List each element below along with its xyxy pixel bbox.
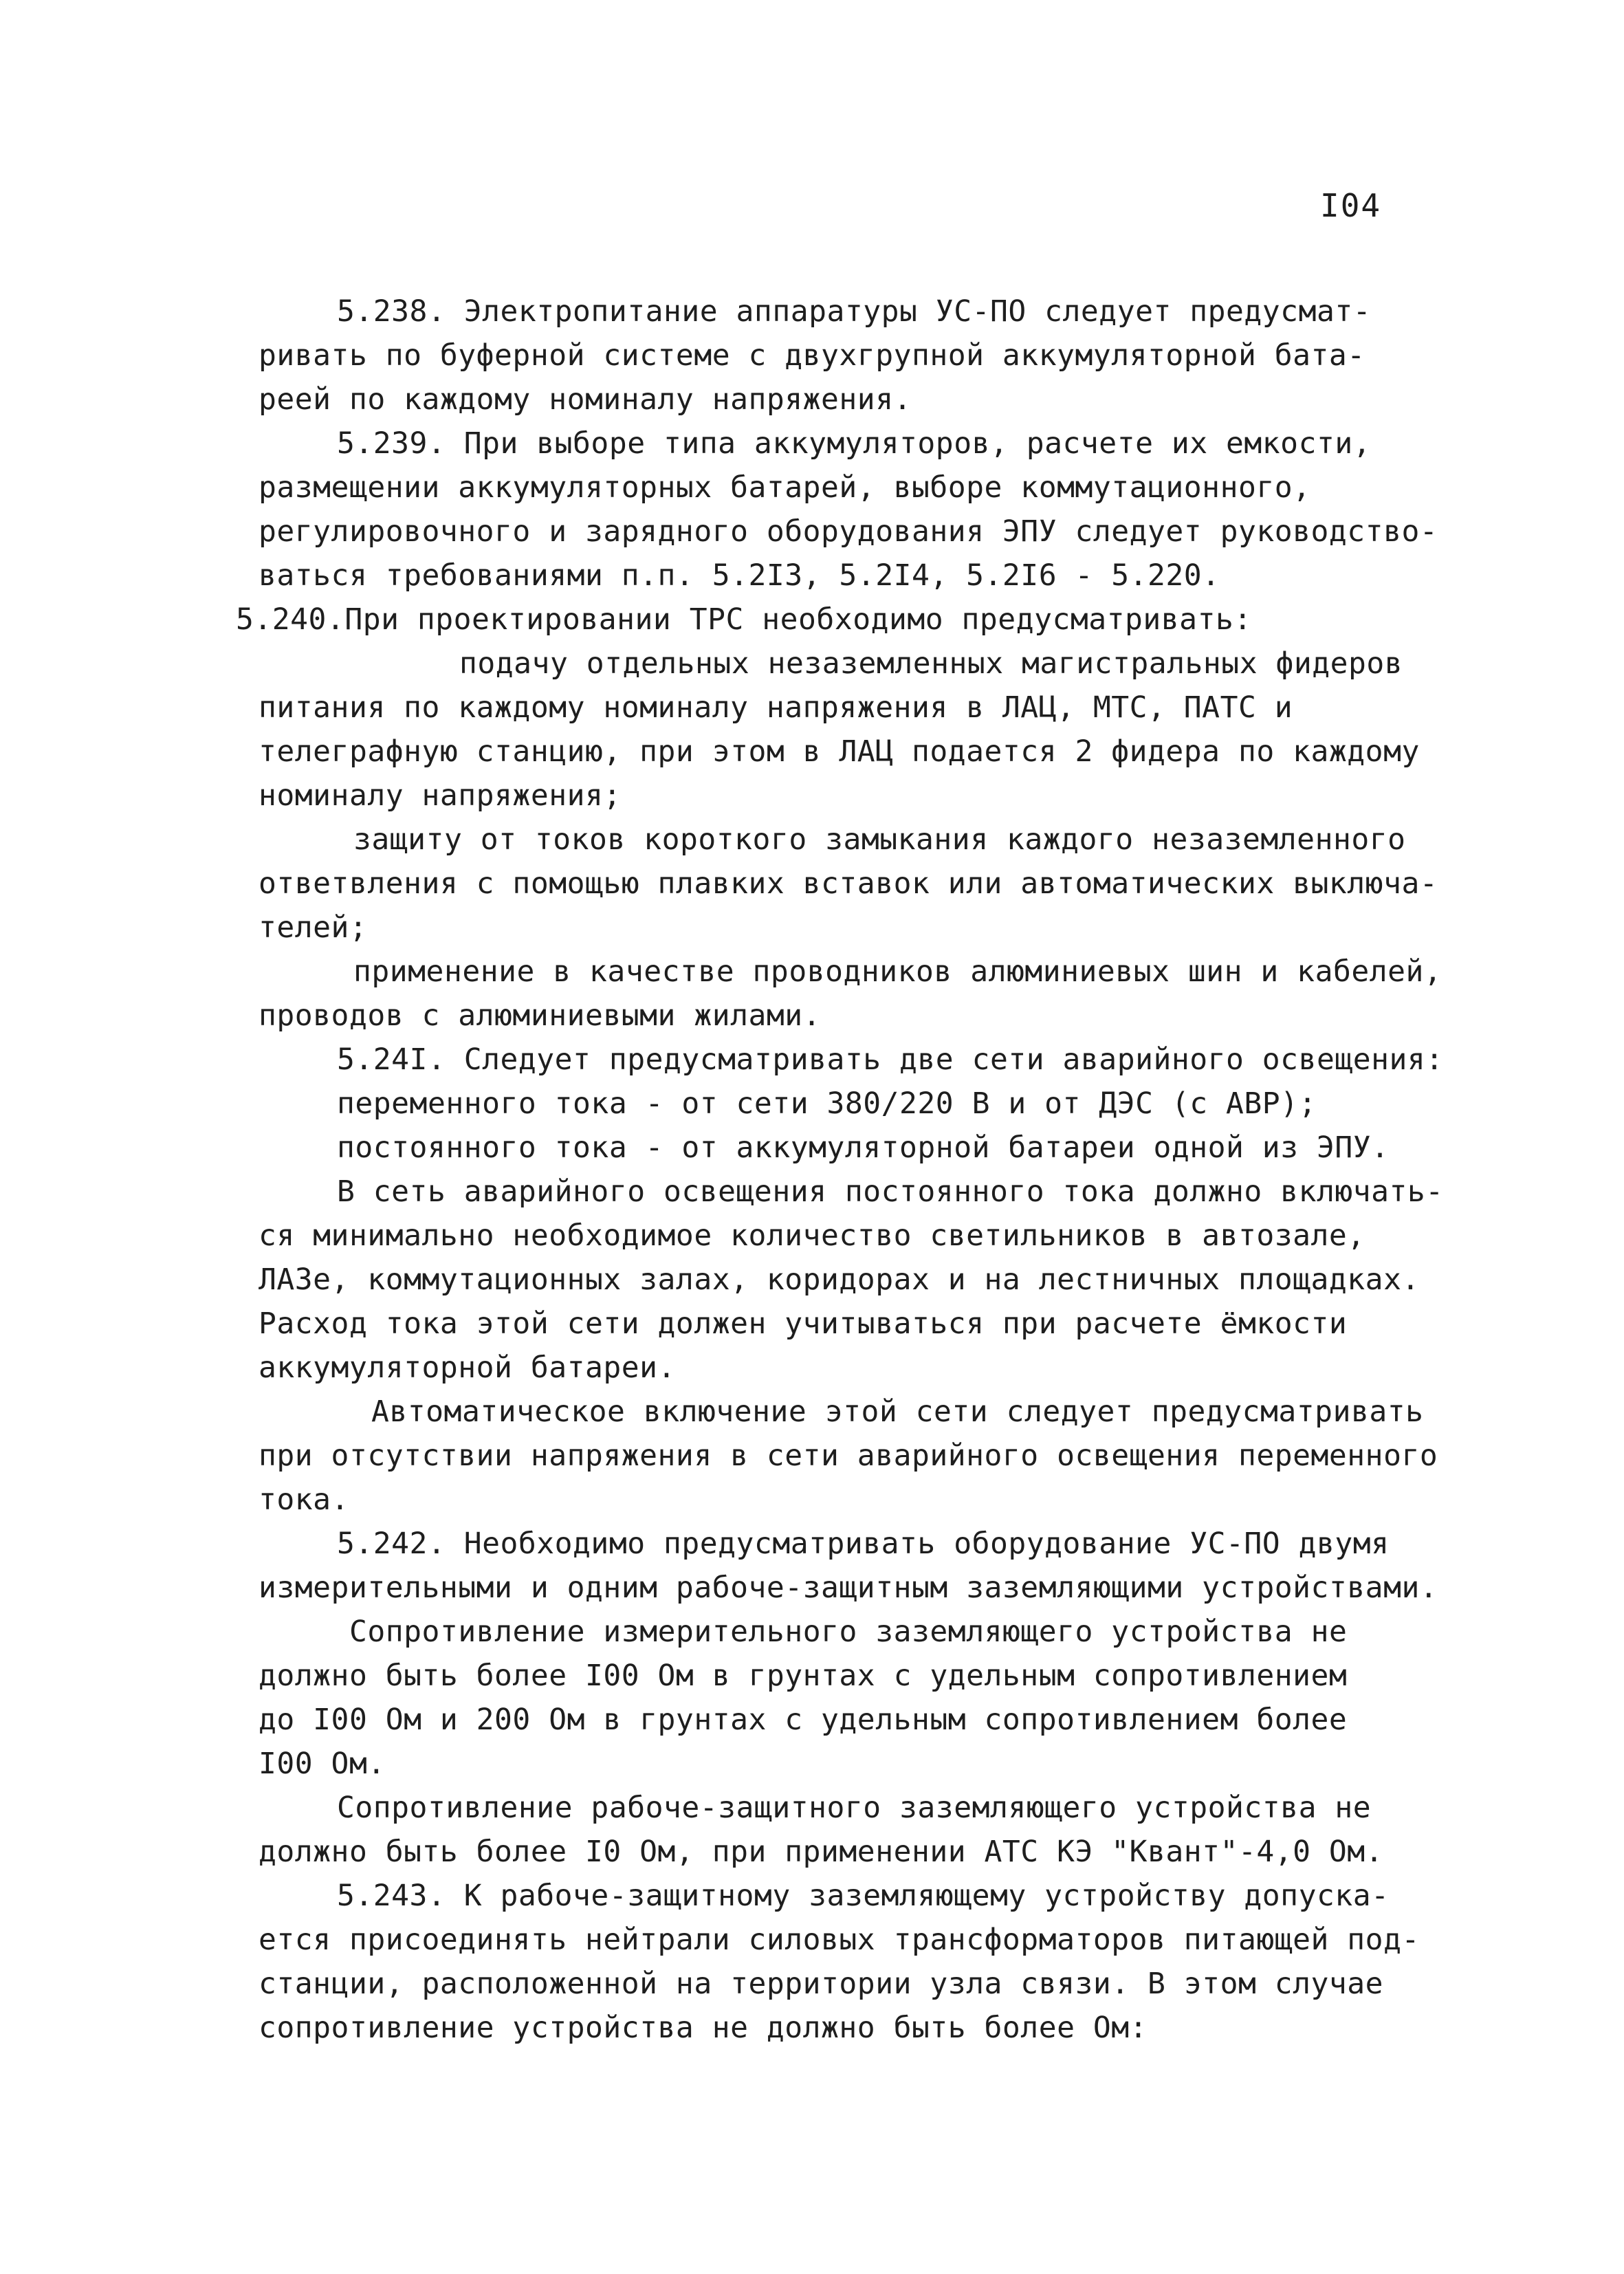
text-line: 5.238. Электропитание аппаратуры УС-ПО следует предусмат- [337,294,1372,329]
text-line: размещении аккумуляторных батарей, выборе коммутационного, [259,470,1311,505]
text-line: 5.239. При выборе типа аккумуляторов, расчете их емкости, [337,426,1372,461]
text-line: 5.24I. Следует предусматривать две сети аварийного освещения: [337,1042,1444,1077]
text-line: применение в качестве проводников алюминиевых шин и кабелей, [353,954,1442,989]
text-line: постоянного тока - от аккумуляторной батареи одной из ЭПУ. [337,1130,1390,1165]
text-line: переменного тока - от сети 380/220 В и от ДЭС (с АВР); [337,1086,1317,1121]
text-line: ваться требованиями п.п. 5.2I3, 5.2I4, 5.2I6 - 5.220. [259,558,1220,593]
text-line: Автоматическое включение этой сети следует предусматривать [371,1395,1424,1429]
text-line: до I00 Ом и 200 Ом в грунтах с удельным сопротивлением более [259,1703,1348,1737]
text-line: I00 Ом. [259,1747,386,1781]
text-line: 5.243. К рабоче-защитному заземляющему устройству допуска- [337,1879,1390,1913]
text-line: Расход тока этой сети должен учитываться при расчете ёмкости [259,1307,1348,1341]
text-line: должно быть более I0 Ом, при применении АТС КЭ "Квант"-4,0 Ом. [259,1835,1384,1869]
text-line: должно быть более I00 Ом в грунтах с удельным сопротивлением [259,1659,1348,1693]
text-line: защиту от токов короткого замыкания каждого незаземленного [353,822,1406,857]
text-line: номиналу напряжения; [259,778,622,813]
text-line: В сеть аварийного освещения постоянного тока должно включать- [337,1174,1444,1209]
text-line: 5.240.При проектировании ТРС необходимо предусматривать: [236,602,1252,637]
text-line: при отсутствии напряжения в сети аварийного освещения переменного [259,1439,1438,1473]
text-line: Сопротивление измерительного заземляющего устройства не [349,1615,1348,1649]
text-line: питания по каждому номиналу напряжения в ЛАЦ, МТС, ПАТС и [259,690,1293,725]
text-line: проводов с алюминиевыми жилами. [259,998,822,1033]
text-line: станции, расположенной на территории узла связи. В этом случае [259,1967,1384,2001]
text-line: измерительными и одним рабоче-защитным заземляющими устройствами. [259,1571,1438,1605]
page-number: I04 [1320,187,1382,224]
text-line: телей; [259,910,368,945]
text-line: регулировочного и зарядного оборудования ЭПУ следует руководство- [259,514,1438,549]
text-line: ривать по буферной системе с двухгрупной аккумуляторной бата- [259,338,1365,373]
text-line: 5.242. Необходимо предусматривать оборудование УС-ПО двумя [337,1527,1390,1561]
text-line: ответвления с помощью плавких вставок или автоматических выключа- [259,866,1438,901]
text-line: ется присоединять нейтрали силовых трансформаторов питающей под- [259,1923,1420,1957]
text-line: тока. [259,1483,349,1517]
text-line: аккумуляторной батареи. [259,1351,676,1385]
text-line: ся минимально необходимое количество светильников в автозале, [259,1218,1365,1253]
text-line: сопротивление устройства не должно быть более Ом: [259,2011,1148,2045]
text-line: Сопротивление рабоче-защитного заземляющего устройства не [337,1791,1372,1825]
text-line: телеграфную станцию, при этом в ЛАЦ подается 2 фидера по каждому [259,734,1420,769]
text-line: реей по каждому номиналу напряжения. [259,382,912,417]
text-line: подачу отдельных незаземленных магистральных фидеров [459,646,1403,681]
text-line: ЛАЗе, коммутационных залах, коридорах и на лестничных площадках. [259,1262,1420,1297]
